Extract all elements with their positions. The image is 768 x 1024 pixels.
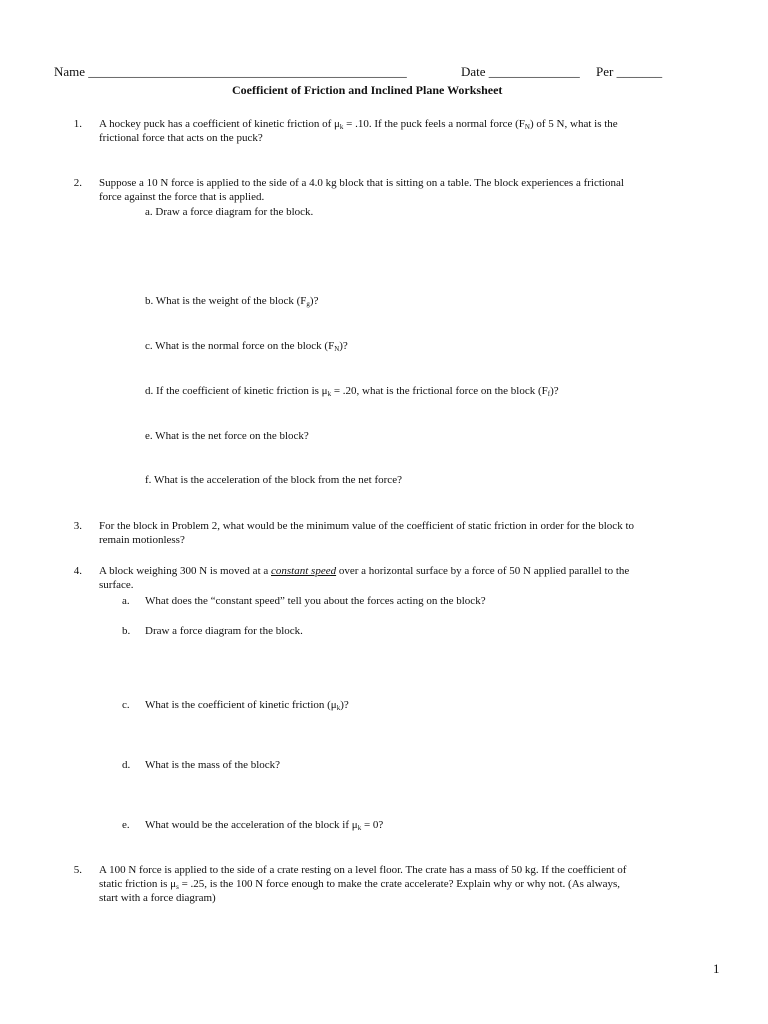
- q4-part-c: What is the coefficient of kinetic friction $(\mu_k)$?: [145, 699, 349, 712]
- date-label: Date: [461, 64, 486, 79]
- name-field[interactable]: [54, 65, 407, 79]
- per-field[interactable]: [596, 65, 662, 79]
- q2-part-e: e. What is the net force on the block?: [145, 430, 309, 442]
- name-label: Name: [54, 64, 86, 79]
- q2-part-a: a. Draw a force diagram for the block.: [145, 206, 314, 218]
- q2-part-c: c. What is the normal force on the block $(F_N)$?: [145, 340, 348, 353]
- q1-number: 1.: [73, 118, 82, 130]
- q4-part-c-label: c.: [122, 699, 130, 711]
- q5-line2: static friction is $\mu_s = .25$, is the 100 N force enough to make the crate accelerate? Explain why or why not. (As always,: [99, 878, 620, 891]
- q4-part-d-label: d.: [122, 759, 131, 771]
- q4-part-e: What would be the acceleration of the block if $\mu_k = 0$?: [145, 819, 384, 832]
- q4-part-e-label: e.: [122, 819, 130, 831]
- q5-line1: A 100 N force is applied to the side of a crate resting on a level floor. The crate has a mass of 50 kg. If the coefficient of: [99, 864, 627, 876]
- q2-part-f: f. What is the acceleration of the block from the net force?: [145, 474, 402, 486]
- worksheet-title: Coefficient of Friction and Inclined Plane Worksheet: [232, 83, 503, 97]
- q2-part-d: d. If the coefficient of kinetic friction is $\mu_k = .20$, what is the frictional force on the block $(F_f)$?: [145, 385, 559, 398]
- q4-part-a: What does the “constant speed” tell you about the forces acting on the block?: [145, 595, 486, 607]
- q1-line2: frictional force that acts on the puck?: [99, 132, 263, 144]
- q2-part-b: b. What is the weight of the block $(F_g)$?: [145, 295, 319, 308]
- q5-line3: start with a force diagram): [99, 892, 216, 904]
- q4-line1: A block weighing 300 N is moved at a constant speed over a horizontal surface by a force of 50 N applied parallel to the: [99, 565, 630, 577]
- q4-part-b: Draw a force diagram for the block.: [145, 625, 303, 637]
- q5-number: 5.: [73, 864, 82, 876]
- q4-number: 4.: [73, 565, 82, 577]
- date-blank[interactable]: ______________: [488, 64, 580, 79]
- per-blank[interactable]: _______: [616, 64, 663, 79]
- q3-line2: remain motionless?: [99, 534, 185, 546]
- q3-line1: For the block in Problem 2, what would be the minimum value of the coefficient of static friction in order for the block to: [99, 520, 634, 532]
- name-blank[interactable]: _________________________________________________: [88, 64, 407, 79]
- q3-number: 3.: [73, 520, 82, 532]
- q4-emphasis: constant speed: [271, 565, 337, 577]
- page-number: 1: [713, 961, 720, 976]
- q4-part-a-label: a.: [122, 595, 130, 607]
- q4-part-b-label: b.: [122, 625, 131, 637]
- q2-number: 2.: [73, 177, 82, 189]
- date-field[interactable]: [461, 65, 580, 79]
- q2-line2: force against the force that is applied.: [99, 191, 265, 203]
- q4-line2: surface.: [99, 579, 134, 591]
- q4-part-d: What is the mass of the block?: [145, 759, 281, 771]
- q2-line1: Suppose a 10 N force is applied to the side of a 4.0 kg block that is sitting on a table. The block experiences a frictional: [99, 177, 624, 189]
- per-label: Per: [596, 64, 614, 79]
- q1-line1: A hockey puck has a coefficient of kinetic friction of $\mu_k = .10$. If the puck feels a normal force $(F_N)$ of 5 N, what is the: [99, 118, 618, 131]
